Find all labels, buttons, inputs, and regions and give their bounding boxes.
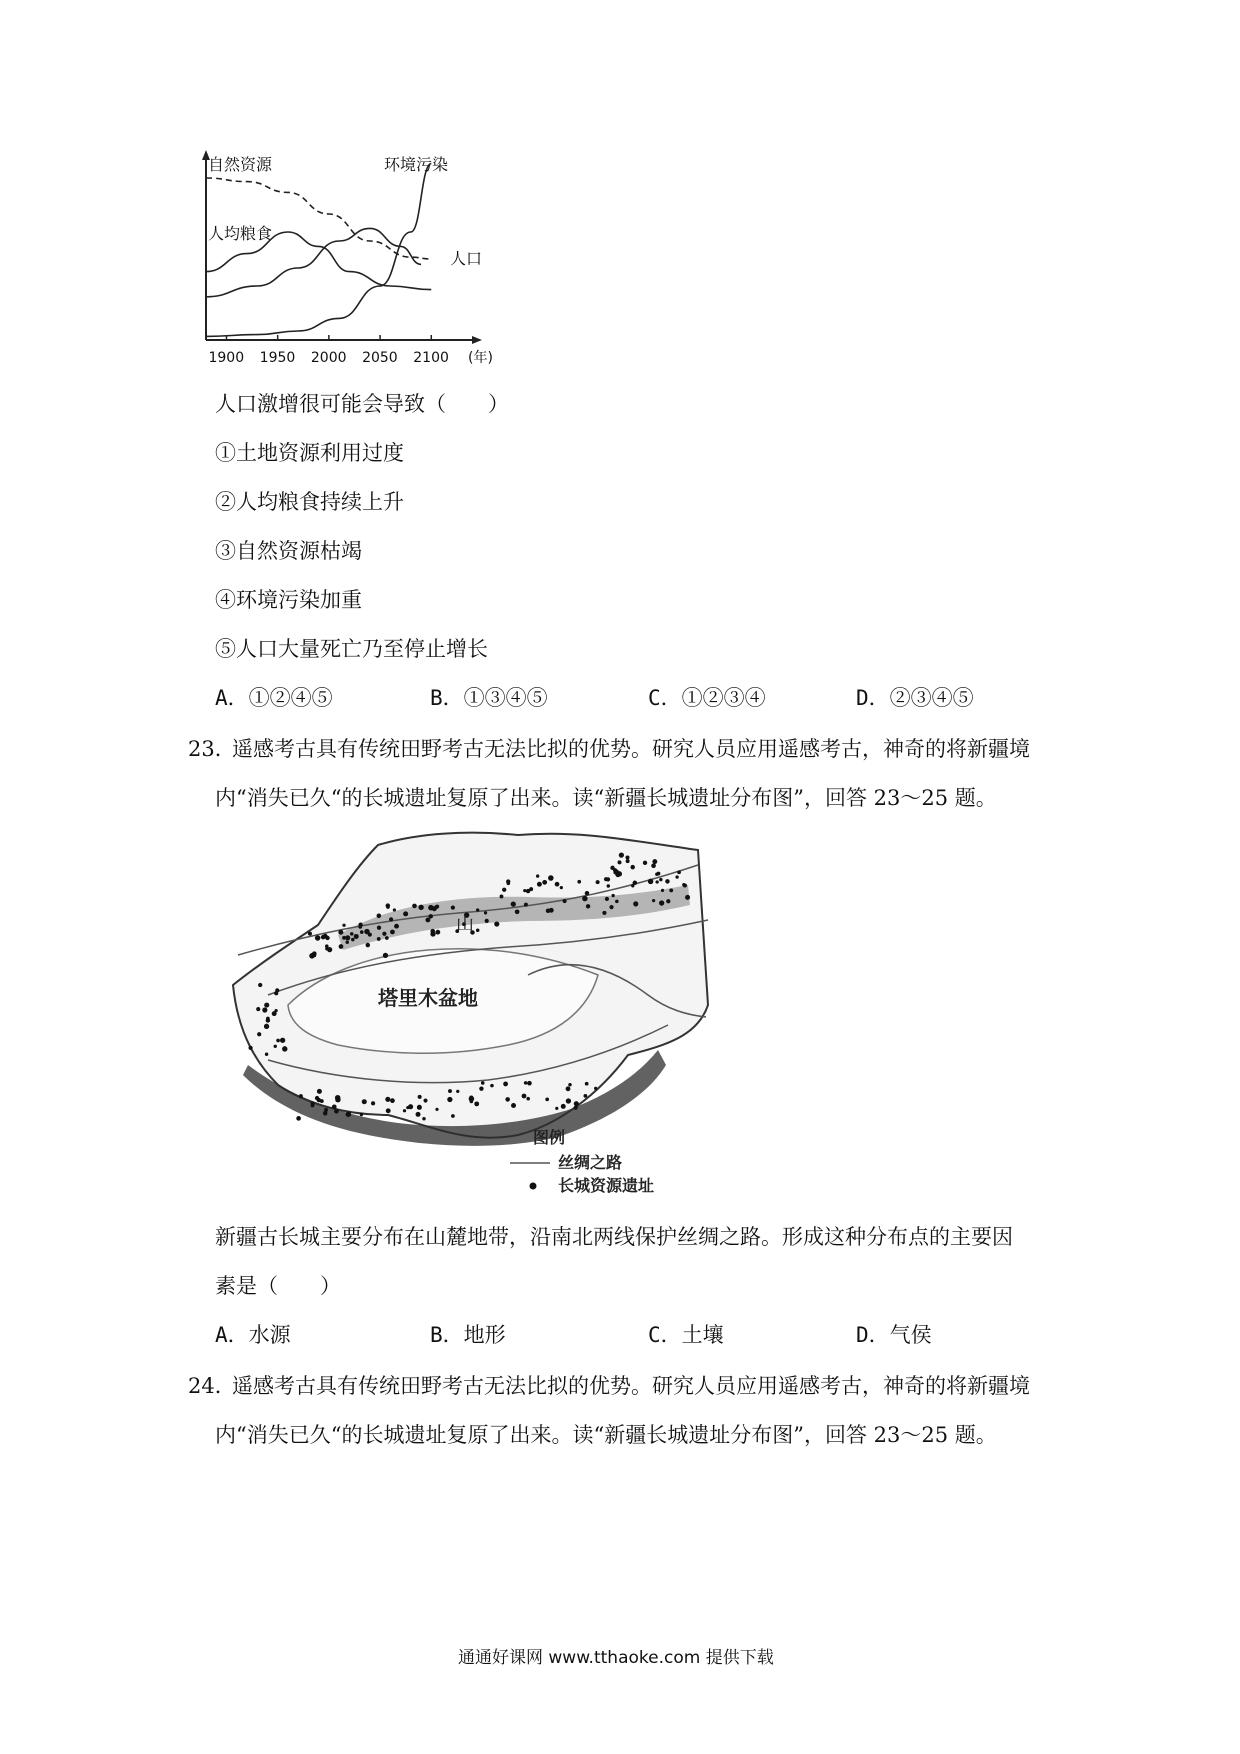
wall-site-dot [605, 897, 609, 901]
q23-option-d[interactable]: D．气侯 [856, 1323, 932, 1347]
wall-site-dot [643, 861, 647, 865]
wall-site-dot [625, 856, 629, 860]
wall-site-dot [385, 1097, 390, 1102]
q23-option-b[interactable]: B．地形 [430, 1323, 506, 1347]
wall-site-dot [582, 896, 588, 902]
wall-site-dot [425, 917, 430, 922]
wall-site-dot [618, 860, 622, 864]
wall-site-dot [382, 932, 386, 936]
wall-site-dot [476, 908, 479, 911]
wall-site-dot [652, 859, 657, 864]
wall-site-dot [266, 1018, 271, 1023]
q22-item-4: ④环境污染加重 [215, 588, 362, 612]
wall-site-dot [474, 1101, 479, 1106]
wall-site-dot [412, 904, 417, 909]
wall-site-dot [633, 901, 638, 906]
wall-site-dot [346, 1111, 352, 1117]
wall-site-dot [332, 1105, 337, 1110]
wall-site-dot [258, 983, 262, 987]
wall-site-dot [470, 1100, 474, 1104]
wall-site-dot [542, 880, 547, 885]
wall-site-dot [257, 1032, 261, 1036]
wall-site-dot [393, 908, 396, 911]
wall-site-dot [611, 894, 614, 897]
wall-site-dot [615, 870, 618, 873]
series-label-population: 人口 [450, 249, 483, 268]
wall-site-dot [651, 863, 656, 868]
wall-site-dot [280, 1038, 285, 1043]
wall-site-dot [275, 988, 279, 992]
q24-line1: 遥感考古具有传统田野考古无法比拟的优势。研究人员应用遥感考古，神奇的将新疆境 [232, 1374, 1030, 1398]
q22-stem: 人口激增很可能会导致（ ） [215, 392, 509, 416]
wall-site-dot [607, 884, 610, 887]
wall-site-dot [276, 1039, 280, 1043]
wall-site-dot [675, 875, 678, 878]
wall-site-dot [403, 911, 408, 916]
wall-site-dot [655, 880, 658, 883]
wall-site-dot [555, 1107, 558, 1110]
wall-site-dot [511, 902, 516, 907]
wall-site-dot [631, 884, 634, 887]
wall-site-dot [345, 940, 348, 943]
wall-site-dot [360, 1113, 363, 1116]
q23-option-a[interactable]: A．水源 [215, 1323, 291, 1347]
wall-site-dot [594, 1087, 597, 1090]
wall-site-dot [677, 870, 681, 874]
wall-site-dot [606, 877, 610, 881]
wall-site-dot [609, 905, 613, 909]
legend-title: 图例 [533, 1128, 566, 1147]
wall-site-dot [389, 917, 393, 921]
wall-site-dot [656, 872, 660, 876]
wall-site-dot [685, 895, 690, 900]
wall-site-dot [430, 931, 435, 936]
wall-site-dot [536, 874, 539, 877]
x-tick-label-2000: 2000 [310, 350, 347, 366]
wall-site-dot [574, 1101, 579, 1106]
wall-site-dot [507, 882, 511, 886]
wall-site-dot [511, 1103, 516, 1108]
wall-site-dot [500, 895, 504, 899]
wall-site-dot [585, 891, 590, 896]
x-tick-label-1950: 1950 [259, 350, 296, 366]
wall-site-dot [296, 1116, 301, 1121]
wall-site-dot [418, 1095, 422, 1099]
wall-site-dot [583, 1094, 587, 1098]
wall-site-dot [596, 880, 600, 884]
q22-item-1: ①土地资源利用过度 [215, 441, 404, 465]
wall-site-dot [665, 879, 669, 883]
wall-site-dot [448, 1089, 452, 1093]
wall-site-dot [566, 1086, 571, 1091]
wall-site-dot [422, 1117, 425, 1120]
xinjiang-great-wall-map [228, 825, 718, 1195]
wall-site-dot [335, 1097, 340, 1102]
wall-site-dot [524, 903, 528, 907]
wall-site-dot [666, 899, 670, 903]
wall-site-dot [315, 935, 320, 940]
wall-site-dot [546, 908, 551, 913]
wall-site-dot [377, 926, 381, 930]
x-tick-label-1900: 1900 [208, 350, 245, 366]
wall-site-dot [523, 889, 526, 892]
legend-dot-symbol [530, 1183, 537, 1190]
wall-site-dot [350, 932, 354, 936]
q22-option-c[interactable]: C．①②③④ [648, 686, 766, 710]
wall-site-dot [403, 1109, 406, 1112]
wall-site-dot [317, 1089, 322, 1094]
wall-site-dot [669, 888, 673, 892]
wall-site-dot [561, 1104, 566, 1109]
wall-site-dot [503, 1082, 508, 1087]
wall-site-dot [505, 1097, 510, 1102]
wall-site-dot [435, 905, 439, 909]
wall-site-dot [577, 880, 581, 884]
wall-site-dot [418, 905, 423, 910]
wall-site-dot [479, 1087, 483, 1091]
wall-site-dot [256, 1007, 260, 1011]
wall-site-dot [626, 859, 630, 863]
wall-site-dot [527, 1081, 532, 1086]
wall-site-dot [524, 1081, 528, 1084]
q23-option-c[interactable]: C．土壤 [648, 1323, 724, 1347]
series-label-food: 人均粮食 [208, 224, 273, 243]
wall-site-dot [390, 1098, 395, 1103]
population-resource-chart [200, 150, 520, 370]
wall-site-dot [406, 1106, 409, 1109]
q23-line2: 内“消失已久“的长城遗址复原了出来。读“新疆长城遗址分布图”，回答 23～25 题。 [215, 786, 997, 810]
x-axis [206, 336, 482, 344]
wall-site-dot [248, 1046, 252, 1050]
q22-item-2: ②人均粮食持续上升 [215, 490, 404, 514]
wall-site-dot [659, 900, 664, 905]
wall-site-dot [615, 900, 619, 904]
wall-site-dot [659, 878, 662, 881]
wall-site-dot [485, 919, 489, 923]
wall-site-dot [602, 911, 606, 915]
wall-site-dot [366, 943, 371, 948]
wall-site-dot [386, 905, 390, 909]
wall-site-dot [610, 866, 614, 870]
wall-site-dot [682, 883, 686, 887]
q23-number: 23． [188, 737, 236, 761]
wall-site-dot [377, 937, 381, 941]
wall-site-dot [311, 1103, 314, 1106]
wall-site-dot [563, 899, 567, 903]
wall-site-dot [312, 953, 316, 957]
mountain-label: 山 [456, 914, 474, 935]
q24-number: 24． [188, 1374, 236, 1398]
wall-site-dot [327, 947, 332, 952]
wall-site-dot [619, 853, 624, 858]
wall-site-dot [274, 1045, 277, 1048]
wall-site-dot [484, 911, 487, 914]
wall-site-dot [342, 936, 346, 940]
wall-site-dot [360, 930, 364, 934]
x-unit: (年) [468, 350, 493, 366]
wall-site-dot [526, 1097, 530, 1101]
wall-site-dot [354, 934, 359, 939]
wall-site-dot [537, 882, 542, 887]
q23-line1: 遥感考古具有传统田野考古无法比拟的优势。研究人员应用遥感考古，神奇的将新疆境 [232, 737, 1030, 761]
wall-site-dot [390, 930, 395, 935]
wall-site-dot [308, 932, 312, 936]
x-tick-label-2100: 2100 [413, 350, 449, 366]
wall-site-dot [566, 1098, 571, 1103]
series-label-pollution: 环境污染 [384, 155, 449, 174]
legend-silk-road: 丝绸之路 [558, 1153, 623, 1172]
wall-site-dot [362, 1099, 367, 1104]
wall-site-dot [323, 934, 328, 939]
wall-site-dot [494, 921, 499, 926]
wall-site-dot [324, 1108, 328, 1112]
wall-site-dot [586, 904, 590, 908]
wall-site-dot [394, 924, 399, 929]
wall-site-dot [364, 929, 369, 934]
wall-site-dot [451, 906, 455, 910]
wall-site-dot [490, 1084, 494, 1088]
wall-site-dot [265, 1053, 268, 1056]
wall-site-dot [648, 879, 653, 884]
wall-site-dot [377, 913, 382, 918]
wall-site-dot [274, 1009, 277, 1012]
wall-site-dot [585, 1082, 589, 1086]
wall-site-dot [338, 930, 343, 935]
q22-item-3: ③自然资源枯竭 [215, 539, 362, 563]
x-tick-label-2050: 2050 [362, 350, 398, 366]
wall-site-dot [515, 909, 520, 914]
q23-stem-line2: 素是（ ） [215, 1274, 341, 1298]
wall-site-dot [264, 1003, 269, 1008]
wall-site-dot [299, 1094, 303, 1098]
wall-site-dot [630, 865, 634, 869]
wall-site-dot [529, 887, 533, 891]
wall-site-dot [661, 889, 664, 892]
series-line-pollution [206, 164, 431, 337]
wall-site-dot [320, 1099, 324, 1103]
wall-site-dot [339, 944, 344, 949]
wall-site-dot [555, 882, 560, 887]
wall-site-dot [358, 925, 362, 929]
wall-site-dot [262, 1007, 267, 1012]
wall-site-dot [435, 930, 440, 935]
wall-site-dot [568, 1083, 571, 1086]
wall-site-dot [451, 1114, 455, 1118]
wall-site-dot [481, 1081, 485, 1085]
legend-wall-sites: 长城资源遗址 [558, 1176, 655, 1195]
wall-site-dot [351, 938, 355, 942]
wall-site-dot [574, 1106, 578, 1110]
wall-site-dot [383, 953, 388, 958]
wall-site-dot [423, 1098, 427, 1102]
wall-site-dot [435, 1108, 438, 1111]
wall-site-dot [385, 936, 389, 940]
wall-site-dot [652, 899, 655, 902]
q22-option-d[interactable]: D．②③④⑤ [856, 686, 974, 710]
wall-site-dot [560, 886, 563, 889]
wall-site-dot [548, 875, 554, 881]
wall-site-dot [334, 1109, 339, 1114]
wall-site-dot [502, 888, 506, 892]
wall-site-dot [323, 1111, 328, 1116]
wall-site-dot [522, 1094, 527, 1099]
wall-site-dot [417, 1105, 422, 1110]
wall-site-dot [476, 929, 480, 933]
page-footer: 通通好课网 www.tthaoke.com 提供下载 [458, 1648, 774, 1668]
wall-site-dot [264, 1024, 269, 1029]
q22-option-a[interactable]: A．①②④⑤ [215, 686, 333, 710]
q22-option-b[interactable]: B．①③④⑤ [430, 686, 548, 710]
series-label-natural-resources: 自然资源 [208, 155, 273, 174]
wall-site-dot [342, 924, 345, 927]
wall-site-dot [456, 1090, 459, 1093]
wall-site-dot [386, 1108, 391, 1113]
wall-site-dot [545, 1098, 549, 1102]
basin-label: 塔里木盆地 [378, 986, 478, 1010]
q22-item-5: ⑤人口大量死亡乃至停止增长 [215, 637, 488, 661]
wall-site-dot [371, 1101, 375, 1105]
q23-stem-line1: 新疆古长城主要分布在山麓地带，沿南北两线保护丝绸之路。形成这种分布点的主要因 [215, 1225, 1013, 1249]
q24-line2: 内“消失已久“的长城遗址复原了出来。读“新疆长城遗址分布图”，回答 23～25 题。 [215, 1423, 997, 1447]
wall-site-dot [447, 1097, 452, 1102]
wall-site-dot [416, 1112, 421, 1117]
wall-site-dot [282, 1046, 287, 1051]
